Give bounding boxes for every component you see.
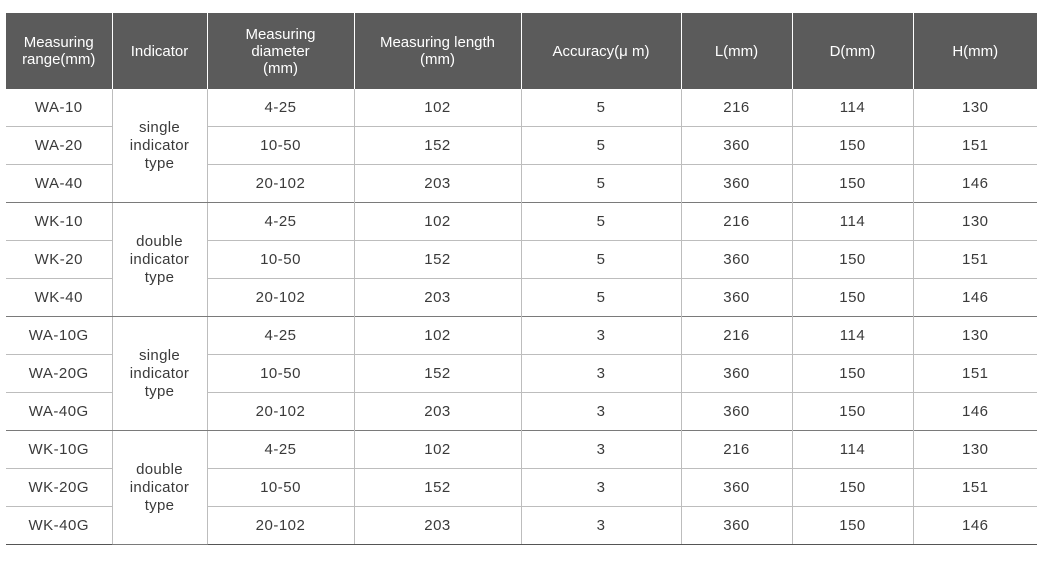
table-row xyxy=(6,431,1037,469)
l-cell: 216 xyxy=(681,203,792,241)
indicator-line: indicator xyxy=(129,250,190,268)
length-cell: 152 xyxy=(354,355,521,393)
d-cell: 150 xyxy=(792,507,913,545)
header-d xyxy=(792,13,913,89)
model-cell: WK-10 xyxy=(6,203,112,241)
h-cell: 146 xyxy=(913,507,1037,545)
h-cell: 151 xyxy=(913,241,1037,279)
model-cell: WA-20G xyxy=(6,355,112,393)
d-cell: 150 xyxy=(792,393,913,431)
header-line: Indicator xyxy=(130,42,189,60)
indicator-cell xyxy=(112,317,207,431)
header-line: Accuracy(μ m) xyxy=(552,42,650,60)
length-cell: 203 xyxy=(354,165,521,203)
d-cell: 150 xyxy=(792,241,913,279)
l-cell: 216 xyxy=(681,89,792,127)
indicator-line: double xyxy=(136,460,183,478)
l-cell: 360 xyxy=(681,393,792,431)
model-cell: WA-10 xyxy=(34,99,83,116)
diameter-cell: 4-25 xyxy=(207,89,354,127)
header-line: (mm) xyxy=(420,51,455,68)
indicator-line: type xyxy=(144,154,175,172)
accuracy-cell: 5 xyxy=(521,241,681,279)
l-cell: 360 xyxy=(681,241,792,279)
model-cell: WA-40 xyxy=(6,165,112,203)
indicator-line: single xyxy=(139,118,180,136)
header-line: (mm) xyxy=(263,59,298,77)
d-cell: 150 xyxy=(792,355,913,393)
length-cell: 152 xyxy=(354,127,521,165)
h-cell: 146 xyxy=(913,279,1037,317)
diameter-cell: 20-102 xyxy=(207,393,354,431)
accuracy-cell: 3 xyxy=(521,393,681,431)
length-cell: 203 xyxy=(354,393,521,431)
h-cell: 146 xyxy=(913,165,1037,203)
model-cell: WA-10G xyxy=(6,317,112,355)
indicator-line: type xyxy=(144,268,175,286)
length-cell: 203 xyxy=(354,507,521,545)
header-accuracy xyxy=(521,13,681,89)
header-line: Measuring xyxy=(23,34,94,51)
header-row xyxy=(6,13,1037,89)
header-measuring-length xyxy=(354,13,521,89)
table-header xyxy=(6,13,1037,89)
model-cell: WA-40G xyxy=(6,393,112,431)
accuracy-cell: 5 xyxy=(521,127,681,165)
h-cell: 151 xyxy=(913,469,1037,507)
h-cell: 151 xyxy=(913,127,1037,165)
h-cell: 130 xyxy=(913,89,1037,127)
accuracy-cell: 3 xyxy=(521,317,681,355)
length-cell: 152 xyxy=(354,469,521,507)
l-cell: 360 xyxy=(681,507,792,545)
h-cell: 130 xyxy=(913,317,1037,355)
diameter-cell: 10-50 xyxy=(207,241,354,279)
header-line: Measuring length xyxy=(379,34,496,51)
diameter-cell: 4-25 xyxy=(207,317,354,355)
l-cell: 360 xyxy=(681,469,792,507)
h-cell: 146 xyxy=(913,393,1037,431)
length-cell: 102 xyxy=(354,89,521,127)
header-line: Measuring xyxy=(245,25,316,43)
d-cell: 114 xyxy=(792,317,913,355)
header-line: range(mm) xyxy=(22,51,96,68)
header-line: H(mm) xyxy=(952,42,999,60)
table-row xyxy=(6,317,1037,355)
accuracy-cell: 5 xyxy=(521,203,681,241)
table-body xyxy=(6,89,1037,545)
h-cell: 151 xyxy=(913,355,1037,393)
l-cell: 216 xyxy=(681,317,792,355)
l-cell: 216 xyxy=(681,431,792,469)
length-cell: 152 xyxy=(354,241,521,279)
diameter-cell: 4-25 xyxy=(207,431,354,469)
d-cell: 150 xyxy=(792,127,913,165)
d-cell: 150 xyxy=(792,165,913,203)
diameter-cell: 10-50 xyxy=(207,127,354,165)
indicator-line: indicator xyxy=(129,478,190,496)
diameter-cell: 20-102 xyxy=(207,507,354,545)
length-cell: 102 xyxy=(354,431,521,469)
model-cell: WK-10G xyxy=(6,431,112,469)
indicator-line: indicator xyxy=(129,136,190,154)
d-cell: 150 xyxy=(792,279,913,317)
spec-table xyxy=(6,13,1037,545)
table-row xyxy=(6,89,1037,127)
diameter-cell: 20-102 xyxy=(207,279,354,317)
indicator-cell xyxy=(112,203,207,317)
diameter-cell: 10-50 xyxy=(207,469,354,507)
length-cell: 102 xyxy=(354,203,521,241)
header-l xyxy=(681,13,792,89)
model-cell: WK-20 xyxy=(6,241,112,279)
length-cell: 203 xyxy=(354,279,521,317)
accuracy-cell: 5 xyxy=(521,165,681,203)
d-cell: 114 xyxy=(792,431,913,469)
model-cell: WA-20 xyxy=(6,127,112,165)
diameter-cell: 10-50 xyxy=(207,355,354,393)
d-cell: 114 xyxy=(792,203,913,241)
header-line: diameter xyxy=(251,42,310,60)
header-indicator xyxy=(112,13,207,89)
model-cell: WK-40 xyxy=(6,279,112,317)
l-cell: 360 xyxy=(681,165,792,203)
accuracy-cell: 3 xyxy=(521,431,681,469)
header-measuring-range xyxy=(6,13,112,89)
accuracy-cell: 5 xyxy=(521,279,681,317)
indicator-cell xyxy=(112,89,207,203)
diameter-cell: 20-102 xyxy=(207,165,354,203)
indicator-line: type xyxy=(144,496,175,514)
header-line: D(mm) xyxy=(829,42,876,60)
h-cell: 130 xyxy=(913,203,1037,241)
accuracy-cell: 5 xyxy=(521,89,681,127)
accuracy-cell: 3 xyxy=(521,507,681,545)
length-cell: 102 xyxy=(354,317,521,355)
indicator-line: double xyxy=(136,232,183,250)
d-cell: 150 xyxy=(792,469,913,507)
l-cell: 360 xyxy=(681,355,792,393)
l-cell: 360 xyxy=(681,127,792,165)
l-cell: 360 xyxy=(681,279,792,317)
indicator-line: single xyxy=(139,346,180,364)
model-cell: WK-20G xyxy=(6,469,112,507)
accuracy-cell: 3 xyxy=(521,469,681,507)
indicator-cell xyxy=(112,431,207,545)
indicator-line: indicator xyxy=(129,364,190,382)
header-measuring-diameter xyxy=(207,13,354,89)
table-row xyxy=(6,203,1037,241)
accuracy-cell: 3 xyxy=(521,355,681,393)
h-cell: 130 xyxy=(913,431,1037,469)
header-line: L(mm) xyxy=(714,42,759,60)
header-h xyxy=(913,13,1037,89)
d-cell: 114 xyxy=(792,89,913,127)
diameter-cell: 4-25 xyxy=(207,203,354,241)
indicator-line: type xyxy=(144,382,175,400)
model-cell: WK-40G xyxy=(6,507,112,545)
